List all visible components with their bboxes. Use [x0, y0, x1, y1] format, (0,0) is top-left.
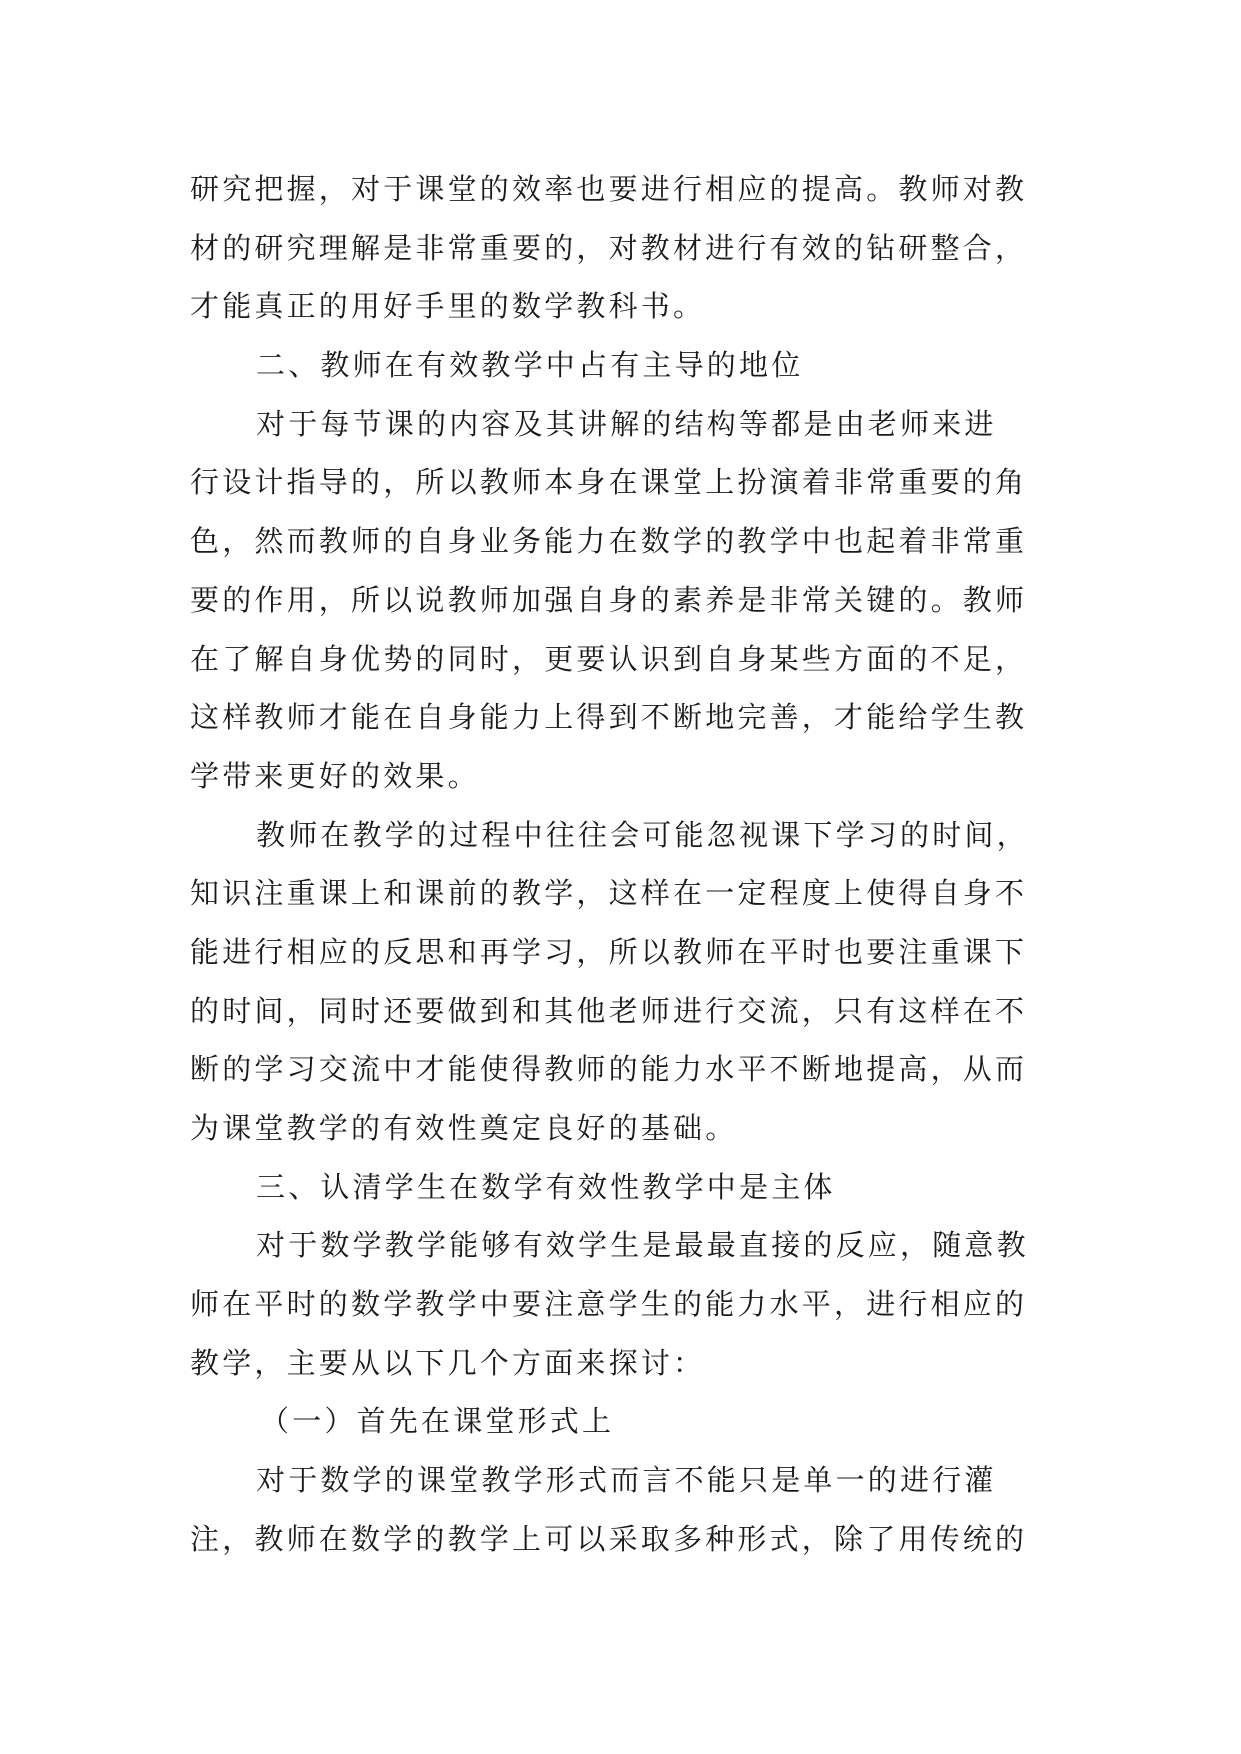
text-line: 在了解自身优势的同时，更要认识到自身某些方面的不足， — [190, 641, 1028, 676]
text-line: 师在平时的数学教学中要注意学生的能力水平，进行相应的 — [190, 1287, 1028, 1322]
text-line: 对于数学的课堂教学形式而言不能只是单一的进行灌 — [256, 1463, 997, 1498]
text-line: 注，教师在数学的教学上可以采取多种形式，除了用传统的 — [190, 1521, 1028, 1556]
text-line: 教学，主要从以下几个方面来探讨： — [190, 1345, 706, 1380]
text-line: 断的学习交流中才能使得教师的能力水平不断地提高，从而 — [190, 1052, 1028, 1087]
body-text — [190, 160, 1070, 1569]
section-heading: 三、认清学生在数学有效性教学中是主体 — [256, 1169, 836, 1204]
text-line: 色，然而教师的自身业务能力在数学的教学中也起着非常重 — [190, 524, 1028, 559]
text-line: 行设计指导的，所以教师本身在课堂上扮演着非常重要的角 — [190, 465, 1028, 500]
section-heading: 二、教师在有效教学中占有主导的地位 — [256, 348, 804, 383]
text-line: 的时间，同时还要做到和其他老师进行交流，只有这样在不 — [190, 993, 1028, 1028]
text-line: 教师在教学的过程中往往会可能忽视课下学习的时间， — [256, 817, 1029, 852]
text-line: 要的作用，所以说教师加强自身的素养是非常关键的。教师 — [190, 582, 1028, 617]
text-line: 对于数学教学能够有效学生是最最直接的反应，随意教 — [256, 1228, 1029, 1263]
text-line: 为课堂教学的有效性奠定良好的基础。 — [190, 1111, 738, 1145]
text-line: 研究把握，对于课堂的效率也要进行相应的提高。教师对教 — [190, 172, 1028, 206]
text-line: 对于每节课的内容及其讲解的结构等都是由老师来进 — [256, 406, 997, 441]
text-line: 材的研究理解是非常重要的，对教材进行有效的钻研整合， — [190, 230, 1028, 265]
text-line: 这样教师才能在自身能力上得到不断地完善，才能给学生教 — [190, 700, 1028, 735]
text-line: 能进行相应的反思和再学习，所以教师在平时也要注重课下 — [190, 934, 1028, 969]
text-line: 知识注重课上和课前的教学，这样在一定程度上使得自身不 — [190, 876, 1028, 911]
subsection-heading: （一）首先在课堂形式上 — [260, 1404, 615, 1439]
text-line: 学带来更好的效果。 — [190, 758, 480, 793]
text-line: 才能真正的用好手里的数学教科书。 — [190, 289, 706, 324]
